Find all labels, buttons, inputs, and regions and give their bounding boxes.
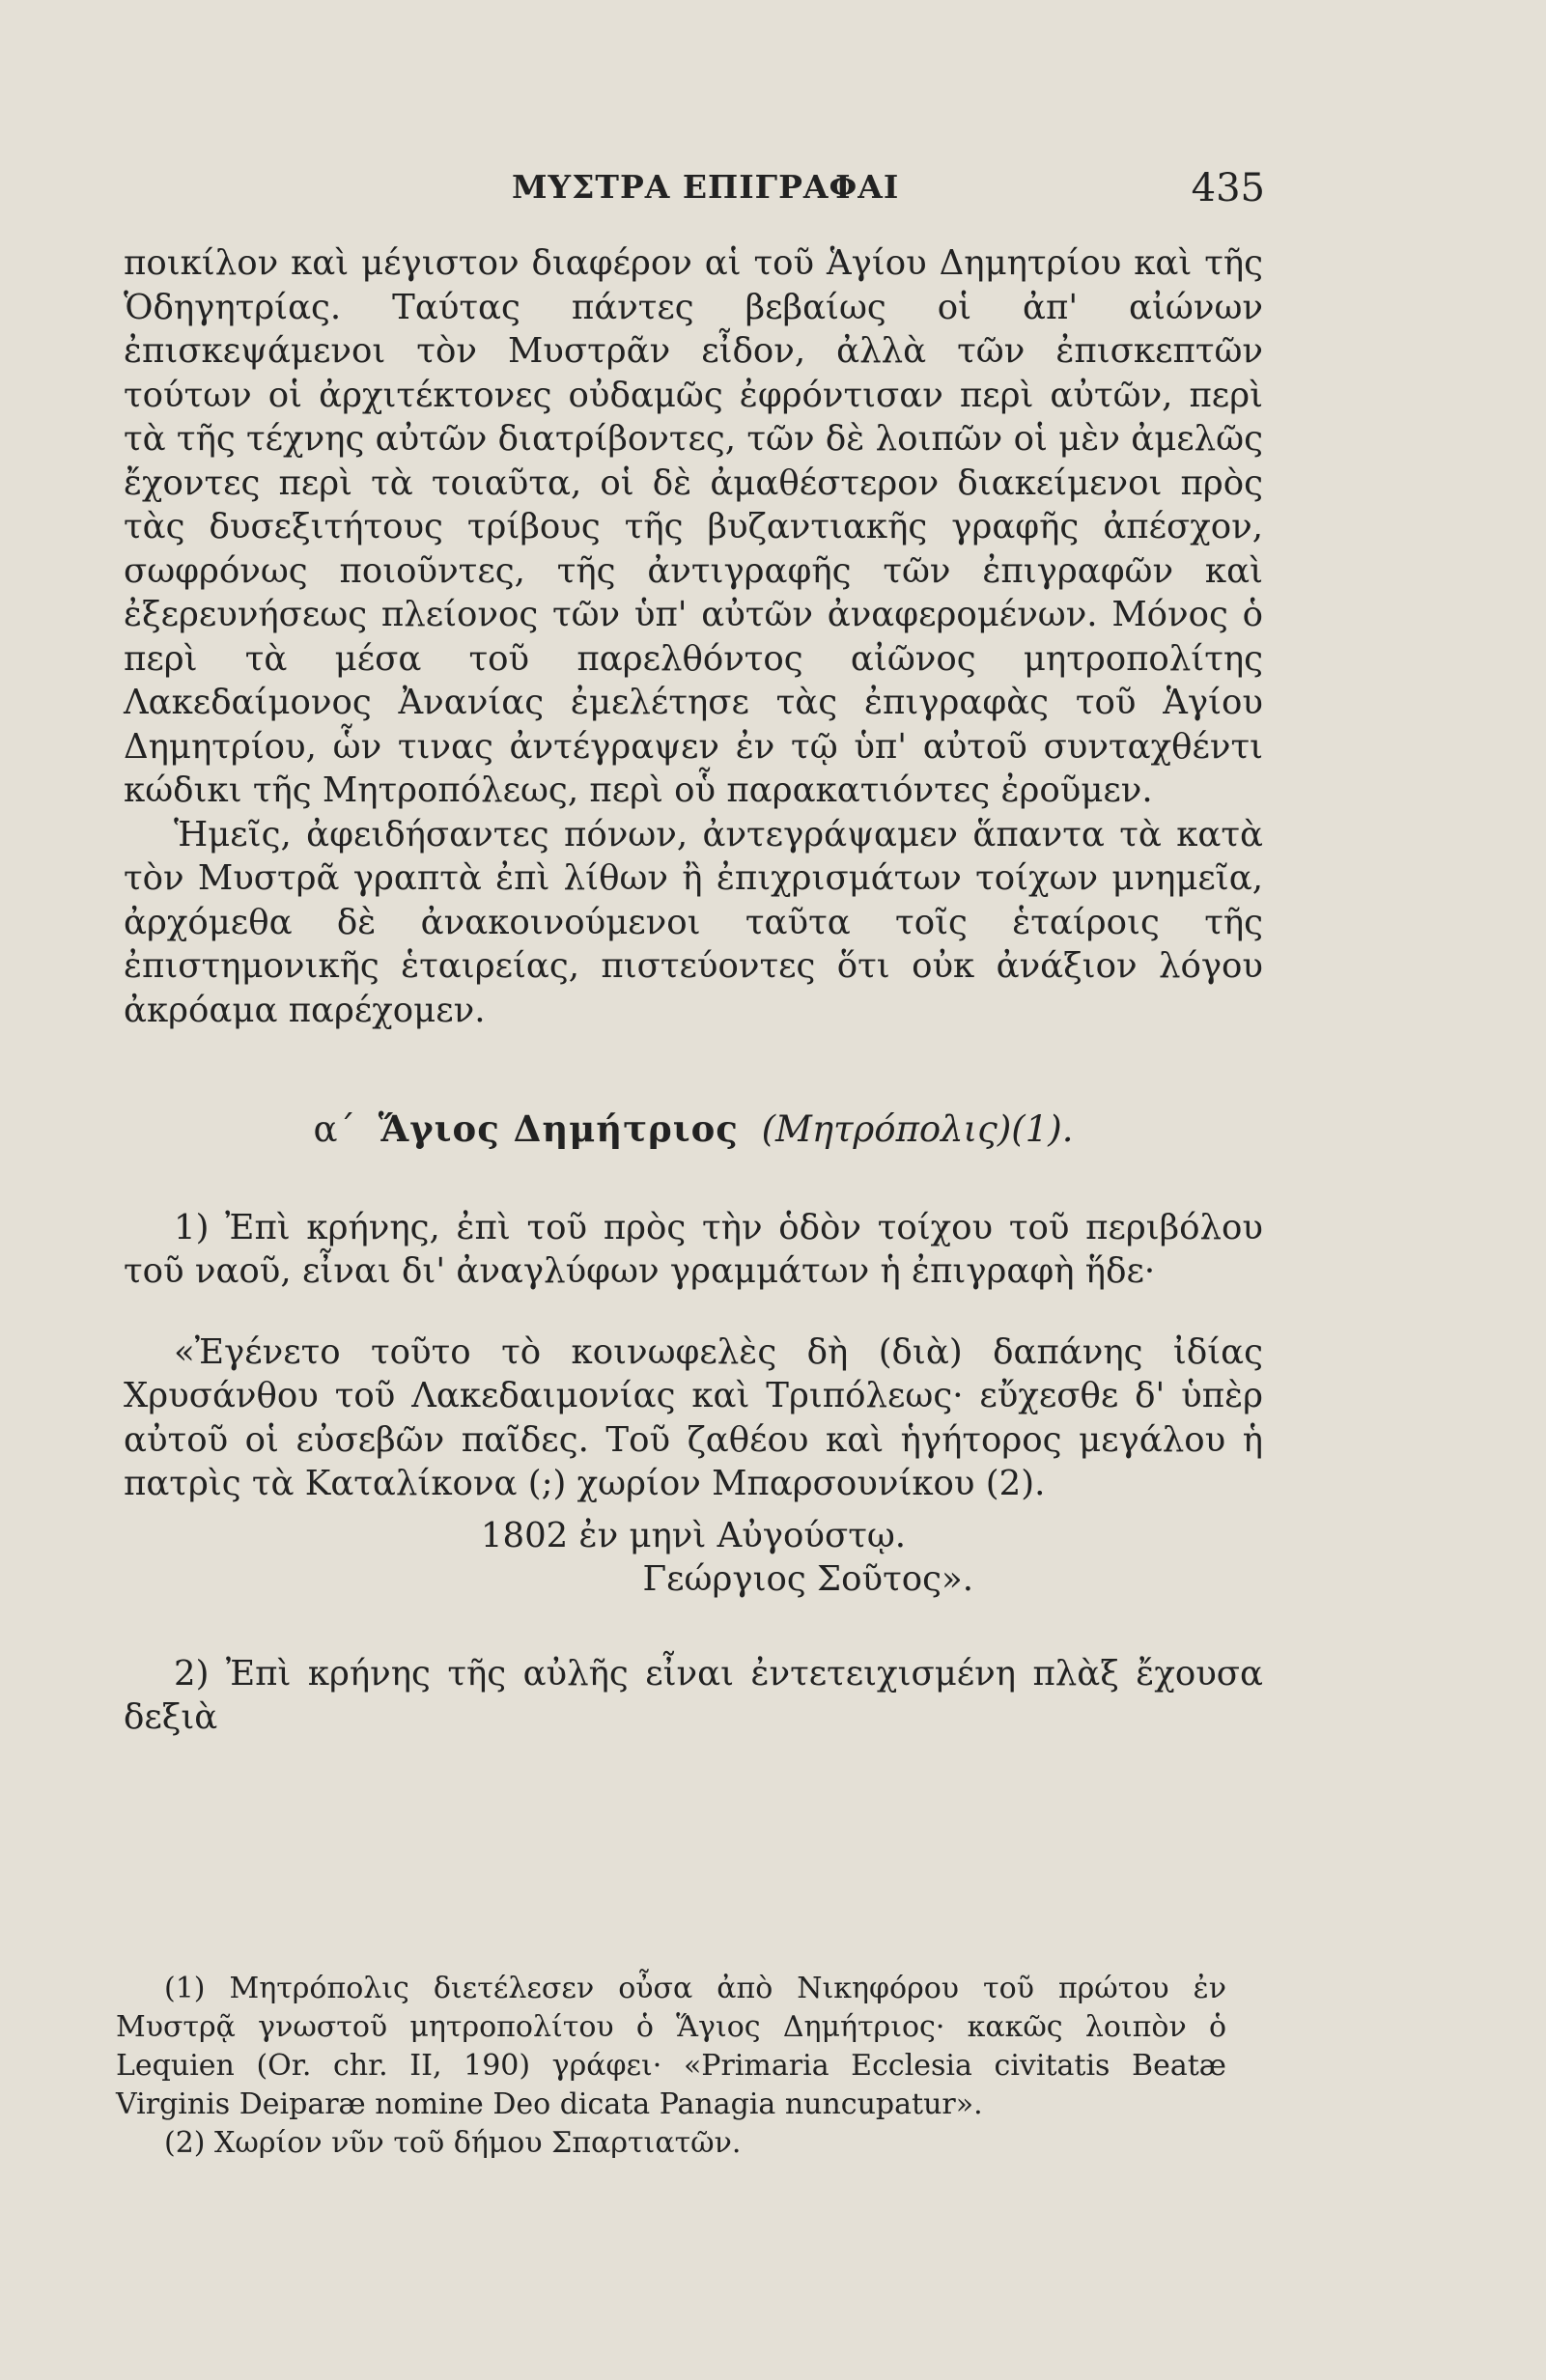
page-header [126,162,1265,220]
section-heading [124,1107,1263,1152]
item-1: 1) Ἐπὶ κρήνης, ἐπὶ τοῦ πρὸς τὴν ὁδὸν τοίχου τοῦ περιβόλου τοῦ ναοῦ, εἶναι δι' ἀναγλύφων γραμμάτων ἡ ἐπιγραφὴ ἥδε· [124,1207,1263,1291]
inscription-signature: Γεώργιος Σοῦτος». [642,1559,973,1599]
intro-paragraph: ποικίλον καὶ μέγιστον διαφέρον αἱ τοῦ Ἁγίου Δημητρίου καὶ τῆς Ὁδηγητρίας. Ταύτας πάντες βεβαίως οἱ ἀπ' αἰώνων ἐπισκεψάμενοι τὸν Μυστρᾶν εἶδον, ἀλλὰ τῶν ἐπισκεπτῶν τούτων οἱ ἀρχιτέκτονες οὐδαμῶς ἐφρόντισαν περὶ αὐτῶν, περὶ τὰ τῆς τέχνης αὐτῶν διατρίβοντες, τῶν δὲ λοιπῶν οἱ μὲν ἀμελῶς ἔχοντες περὶ τὰ τοιαῦτα, οἱ δὲ ἀμαθέστερον διακείμενοι πρὸς τὰς δυσεξιτήτους τρίβους τῆς βυζαντιακῆς γραφῆς ἀπέσχον, σωφρόνως ποιοῦντες, τῆς ἀντιγραφῆς τῶν ἐπιγραφῶν καὶ ἐξερευνήσεως πλείονος τῶν ὑπ' αὐτῶν ἀναφερομένων. Μόνος ὁ περὶ τὰ μέσα τοῦ παρελθόντος αἰῶνος μητροπολίτης Λακεδαίμονος Ἀνανίας ἐμελέτησε τὰς ἐπιγραφὰς τοῦ Ἁγίου Δημητρίου, ὧν τινας ἀντέγραψεν ἐν τῷ ὑπ' αὐτοῦ συνταχθέντι κώδικι τῆς Μητροπόλεως, περὶ οὗ παρακατιόντες ἐροῦμεν. [124,243,1263,810]
footnote-1: (1) Μητρόπολις διετέλεσεν οὖσα ἀπὸ Νικηφόρου τοῦ πρώτου ἐν Μυστρᾷ γνωστοῦ μητροπολίτου ὁ Ἅγιος Δημήτριος· κακῶς λοιπὸν ὁ Lequien (Or. chr. II, 190) γράφει· «Primaria Ecclesia civitatis Beatæ Virginis Deiparæ nomine Deo dicata Panagia nuncupatur». [116,1972,1226,2121]
inscription-text: «Ἐγένετο τοῦτο τὸ κοινωφελὲς δὴ (διὰ) δαπάνης ἰδίας Χρυσάνθου τοῦ Λακεδαιμονίας καὶ Τριπόλεως· εὔχεσθε δ' ὑπὲρ αὐτοῦ οἱ εὐσεβῶν παῖδες. Τοῦ ζαθέου καὶ ἡγήτορος μεγάλου ἡ πατρὶς τὰ Καταλίκονα (;) χωρίον Μπαρσουνίκου (2). [124,1331,1263,1503]
section-alt-name: (Μητρόπολις)(1). [761,1108,1074,1150]
footnotes [116,1970,1226,2163]
page-number: 435 [1191,166,1265,210]
second-paragraph: Ἡμεῖς, ἀφειδήσαντες πόνων, ἀντεγράψαμεν ἅπαντα τὰ κατὰ τὸν Μυστρᾶ γραπτὰ ἐπὶ λίθων ἢ ἐπιχρισμάτων τοίχων μνημεῖα, ἀρχόμεθα δὲ ἀνακοινούμενοι ταῦτα τοῖς ἑταίροις τῆς ἐπιστημονικῆς ἑταιρείας, πιστεύοντες ὅτι οὐκ ἀνάξιον λόγου ἀκρόαμα παρέχομεν. [124,814,1263,1030]
section-number: α´ [313,1108,356,1150]
item-2: 2) Ἐπὶ κρήνης τῆς αὐλῆς εἶναι ἐντετειχισμένη πλὰξ ἔχουσα δεξιὰ [124,1653,1263,1737]
section-name: Ἅγιος Δημήτριος [378,1107,739,1150]
main-text [124,241,1263,1740]
inscription-date: 1802 ἐν μηνὶ Αὐγούστῳ. [480,1515,907,1555]
footnote-2: (2) Χωρίον νῦν τοῦ δήμου Σπαρτιατῶν. [164,2126,742,2160]
running-title: ΜΥΣΤΡΑ ΕΠΙΓΡΑΦΑΙ [512,168,900,206]
